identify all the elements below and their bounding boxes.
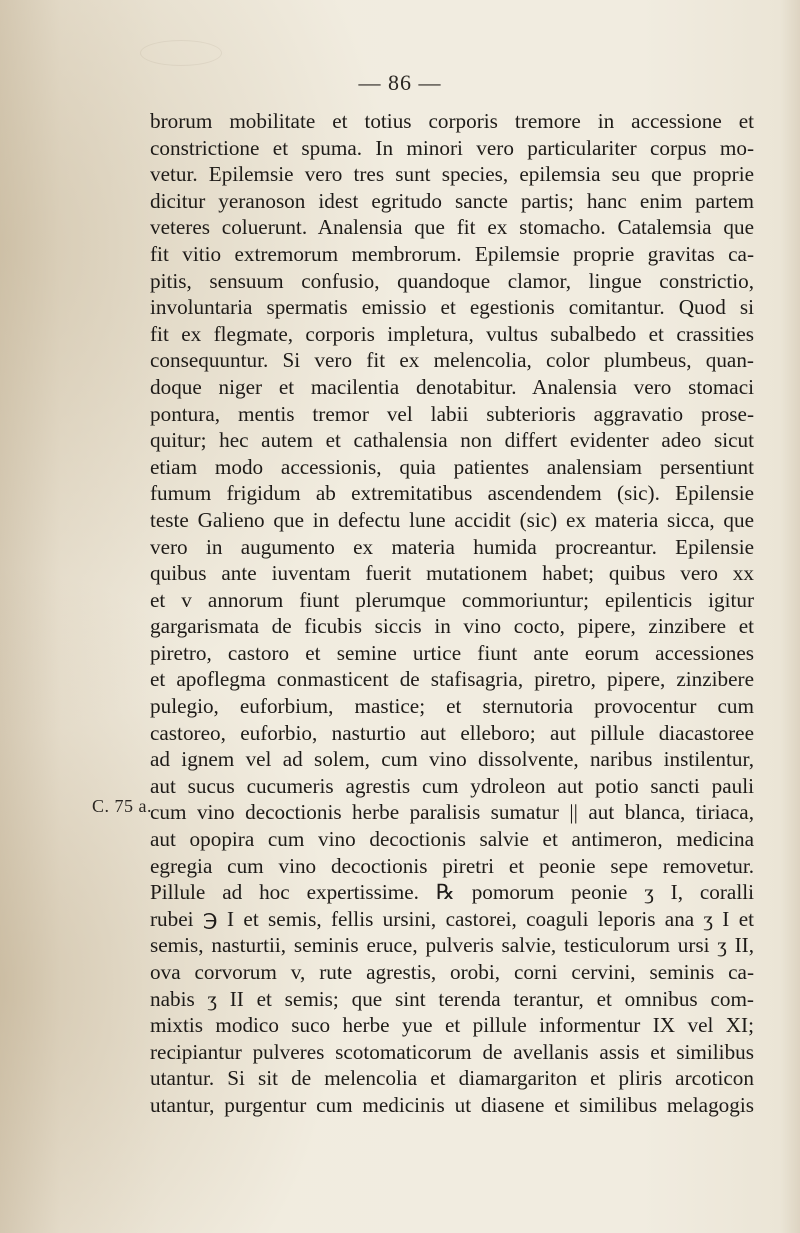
text-line: utantur. Si sit de melencolia et diamargariton et pliris arcoticon xyxy=(150,1066,754,1091)
text-line: semis, nasturtii, seminis eruce, pulveris salvie, testiculorum ursi ʒ II, xyxy=(150,933,754,958)
text-line: pulegio, euforbium, mastice; et sternutoria provocentur cum xyxy=(150,694,754,719)
margin-reference: C. 75 a. xyxy=(92,796,152,816)
text-line: brorum mobilitate et totius corporis tremore in accessione et xyxy=(150,109,754,133)
text-line: ad ignem vel ad solem, cum vino dissolvente, naribus instilentur, xyxy=(150,747,754,772)
text-line: doque niger et macilentia denotabitur. Analensia vero stomaci xyxy=(150,374,754,399)
text-line: rubei ℈ I et semis, fellis ursini, castorei, coaguli leporis ana ʒ I et xyxy=(150,906,754,931)
text-line: dicitur yeranoson idest egritudo sancte partis; hanc enim partem xyxy=(150,188,754,213)
text-line: cum vino decoctionis herbe paralisis sumatur || aut blanca, tiriaca, xyxy=(150,800,754,825)
text-line: aut sucus cucumeris agrestis cum ydroleon aut potio sancti pauli xyxy=(150,773,754,798)
text-line: teste Galieno que in defectu lune accidit (sic) ex materia sicca, que xyxy=(150,507,754,532)
text-line: fumum frigidum ab extremitatibus ascendendem (sic). Epilensie xyxy=(150,481,754,506)
text-line: egregia cum vino decoctionis piretri et peonie sepe removetur. xyxy=(150,853,754,878)
text-line: fit vitio extremorum membrorum. Epilemsie proprie gravitas ca- xyxy=(150,241,754,266)
text-line: piretro, castoro et semine urtice fiunt ante eorum accessiones xyxy=(150,640,754,665)
text-line: fit ex flegmate, corporis impletura, vultus subalbedo et crassities xyxy=(150,321,754,346)
text-line: involuntaria spermatis emissio et egestionis comitantur. Quod si xyxy=(150,295,754,320)
text-line: vero in augumento ex materia humida procreantur. Epilensie xyxy=(150,534,754,559)
text-line: etiam modo accessionis, quia patientes analensiam persentiunt xyxy=(150,454,754,479)
text-line: pitis, sensuum confusio, quandoque clamor, lingue constrictio, xyxy=(150,268,754,293)
text-line: quibus ante iuventam fuerit mutationem habet; quibus vero xx xyxy=(150,561,754,586)
body-text xyxy=(150,108,754,1119)
text-line: consequuntur. Si vero fit ex melencolia, color plumbeus, quan- xyxy=(150,348,754,373)
text-line: ova corvorum v, rute agrestis, orobi, corni cervini, seminis ca- xyxy=(150,960,754,984)
text-line: quitur; hec autem et cathalensia non differt evidenter adeo sicut xyxy=(150,428,754,453)
text-line: veteres coluerunt. Analensia que fit ex stomacho. Catalemsia que xyxy=(150,215,754,240)
text-line: constrictione et spuma. In minori vero particulariter corpus mo- xyxy=(150,135,754,160)
text-line: utantur, purgentur cum medicinis ut diasene et similibus melagogis xyxy=(150,1092,754,1117)
text-line: mixtis modico suco herbe yue et pillule informentur IX vel XI; xyxy=(150,1013,754,1038)
text-line: castoreo, euforbio, nasturtio aut elleboro; aut pillule diacastoree xyxy=(150,720,754,745)
text-line: gargarismata de ficubis siccis in vino cocto, pipere, zinzibere et xyxy=(150,614,754,639)
text-line: nabis ʒ II et semis; que sint terenda terantur, et omnibus com- xyxy=(150,986,754,1011)
text-line: aut opopira cum vino decoctionis salvie et antimeron, medicina xyxy=(150,827,754,852)
text-line: recipiantur pulveres scotomaticorum de avellanis assis et similibus xyxy=(150,1039,754,1064)
text-line: Pillule ad hoc expertissime. ℞ pomorum peonie ʒ I, coralli xyxy=(150,880,754,905)
text-line: et apoflegma conmasticent de stafisagria, piretro, pipere, zinzibere xyxy=(150,667,754,692)
page-number: — 86 — xyxy=(358,70,442,95)
text-line: vetur. Epilemsie vero tres sunt species, epilemsia seu que proprie xyxy=(150,162,754,187)
text-line: pontura, mentis tremor vel labii subterioris aggravatio prose- xyxy=(150,401,754,426)
text-line: et v annorum fiunt plerumque commoriuntur; epilenticis igitur xyxy=(150,587,754,612)
paper-stain xyxy=(140,40,222,66)
